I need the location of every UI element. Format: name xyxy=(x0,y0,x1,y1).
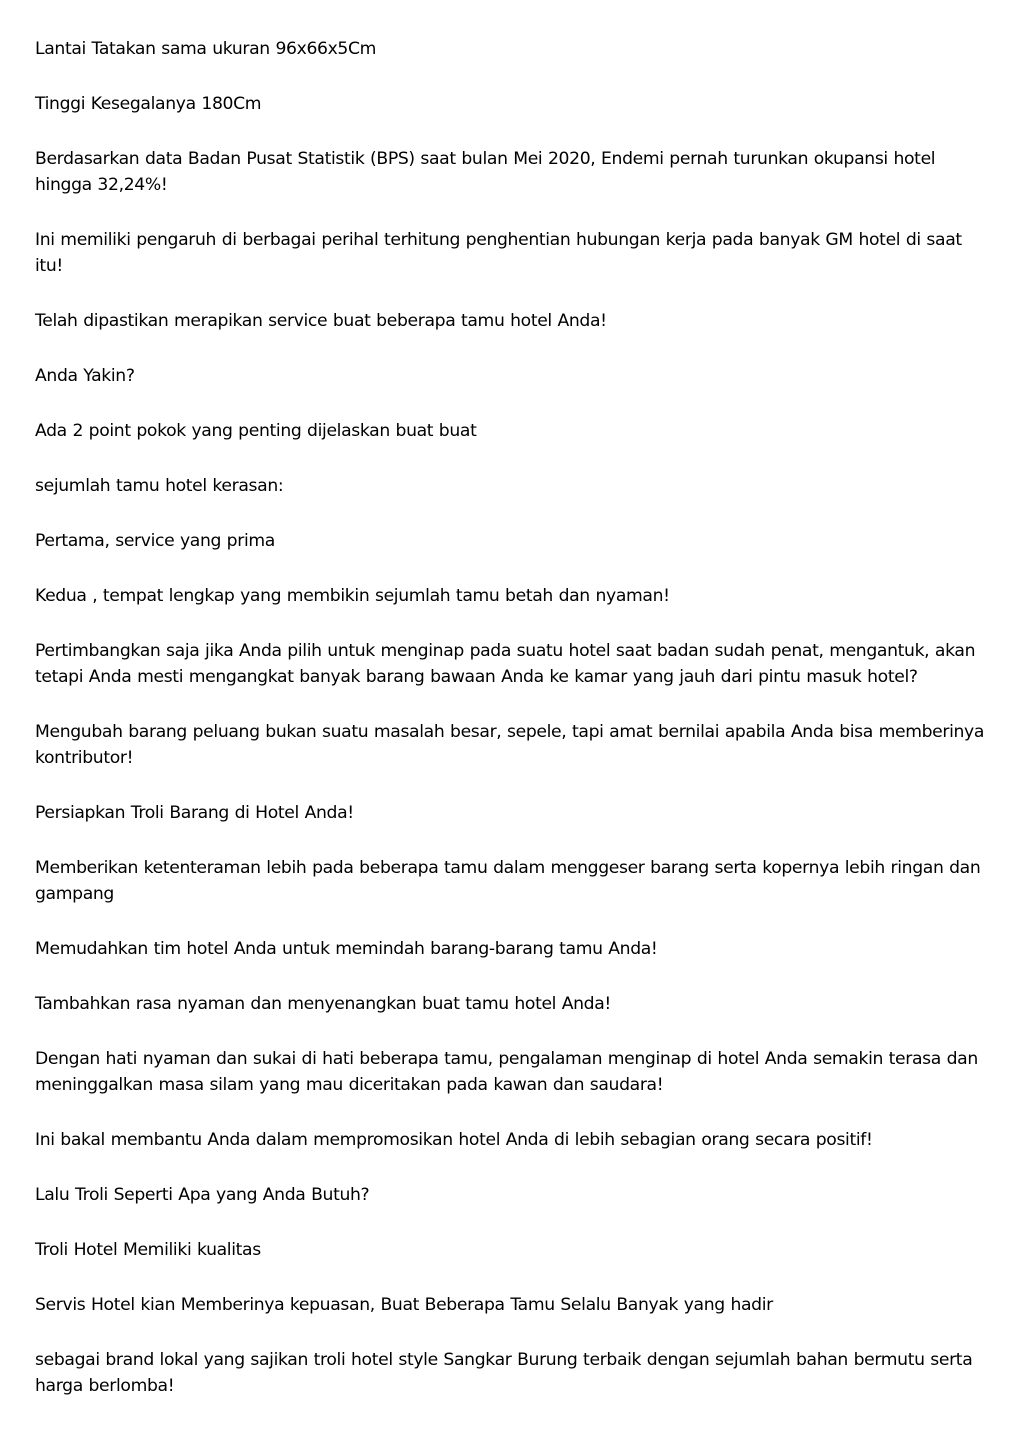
paragraph-add-comfort: Tambahkan rasa nyaman dan menyenangkan buat tamu hotel Anda! xyxy=(35,994,611,1014)
paragraph-local-brand: sebagai brand lokal yang sajikan troli hotel style Sangkar Burung terbaik dengan sejumlah bahan bermutu serta harga berlomba! xyxy=(35,1350,973,1396)
document-body xyxy=(35,36,990,1428)
paragraph-trolley-quality: Troli Hotel Memiliki kualitas xyxy=(35,1240,261,1260)
paragraph-first-point: Pertama, service yang prima xyxy=(35,531,275,551)
paragraph-guest-experience: Dengan hati nyaman dan sukai di hati beberapa tamu, pengalaman menginap di hotel Anda semakin terasa dan meninggalkan masa silam yang mau diceritakan pada kawan dan saudara! xyxy=(35,1049,978,1095)
paragraph-prepare-trolley: Persiapkan Troli Barang di Hotel Anda! xyxy=(35,803,354,823)
paragraph-bps-occupancy: Berdasarkan data Badan Pusat Statistik (BPS) saat bulan Mei 2020, Endemi pernah turunkan okupansi hotel hingga 32,24%! xyxy=(35,149,936,195)
paragraph-two-points: Ada 2 point pokok yang penting dijelaskan buat buat xyxy=(35,421,477,441)
paragraph-total-height: Tinggi Kesegalanya 180Cm xyxy=(35,94,262,114)
paragraph-service-check: Telah dipastikan merapikan service buat beberapa tamu hotel Anda! xyxy=(35,311,607,331)
paragraph-tray-size: Lantai Tatakan sama ukuran 96x66x5Cm xyxy=(35,39,377,59)
paragraph-team-ease: Memudahkan tim hotel Anda untuk memindah barang-barang tamu Anda! xyxy=(35,939,658,959)
paragraph-guests-comfort: sejumlah tamu hotel kerasan: xyxy=(35,476,284,496)
paragraph-are-you-sure: Anda Yakin? xyxy=(35,366,135,386)
paragraph-guest-ease: Memberikan ketenteraman lebih pada beberapa tamu dalam menggeser barang serta kopernya lebih ringan dan gampang xyxy=(35,858,981,904)
paragraph-service-satisfaction: Servis Hotel kian Memberinya kepuasan, Buat Beberapa Tamu Selalu Banyak yang hadir xyxy=(35,1295,773,1315)
paragraph-trolley-question: Lalu Troli Seperti Apa yang Anda Butuh? xyxy=(35,1185,370,1205)
paragraph-moving-luggage: Mengubah barang peluang bukan suatu masalah besar, sepele, tapi amat bernilai apabila Anda bisa memberinya kontributor! xyxy=(35,722,985,768)
paragraph-consider-scenario: Pertimbangkan saja jika Anda pilih untuk menginap pada suatu hotel saat badan sudah penat, mengantuk, akan tetapi Anda mesti mengangkat banyak barang bawaan Anda ke kamar yang jauh dari pintu masuk hotel? xyxy=(35,641,976,687)
paragraph-second-point: Kedua , tempat lengkap yang membikin sejumlah tamu betah dan nyaman! xyxy=(35,586,670,606)
paragraph-layoff-impact: Ini memiliki pengaruh di berbagai perihal terhitung penghentian hubungan kerja pada banyak GM hotel di saat itu! xyxy=(35,230,962,276)
paragraph-promotion: Ini bakal membantu Anda dalam mempromosikan hotel Anda di lebih sebagian orang secara positif! xyxy=(35,1130,873,1150)
